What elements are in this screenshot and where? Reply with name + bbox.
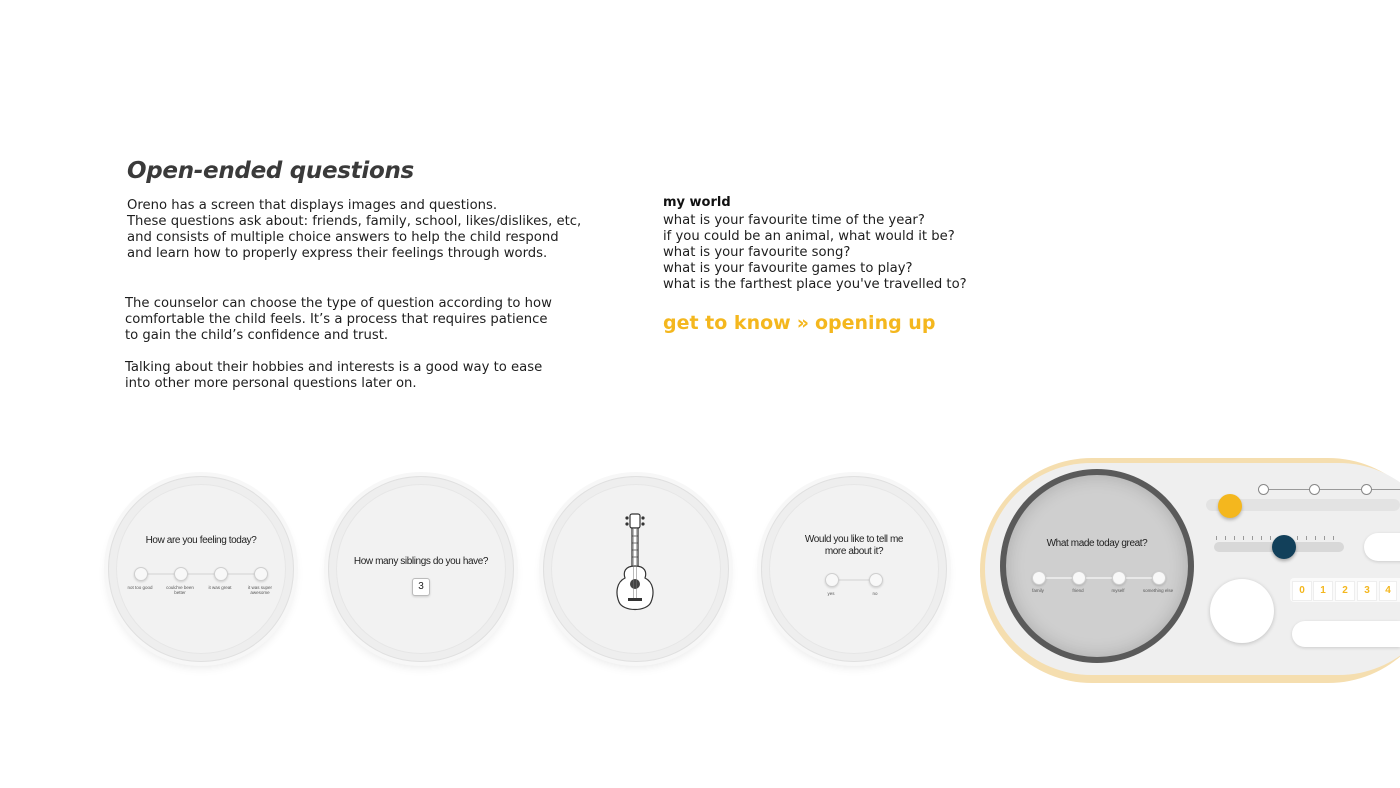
screen-question: How many siblings do you have?: [353, 556, 489, 567]
middle-slider-knob[interactable]: [1272, 535, 1296, 559]
answer-option-label: yes: [827, 591, 835, 596]
counselor-paragraph: [125, 296, 552, 344]
device-option-label: friend: [1072, 588, 1084, 593]
answer-option-knob[interactable]: [254, 567, 268, 581]
device-screen-question: What made today great?: [1046, 538, 1148, 549]
device-screen: [1006, 475, 1188, 657]
answer-option-knob[interactable]: [134, 567, 148, 581]
screen-question: How are you feeling today?: [145, 535, 257, 546]
hobbies-line: into other more personal questions later on.: [125, 376, 417, 391]
device-answer-knob[interactable]: [1152, 571, 1166, 585]
answer-option-label: no: [872, 591, 878, 596]
intro-line: and consists of multiple choice answers to help the child respond: [127, 230, 559, 245]
screen-surface: [336, 484, 506, 654]
screen-surface: [769, 484, 939, 654]
intro-line: These questions ask about: friends, family, school, likes/dislikes, etc,: [127, 214, 582, 229]
number-key[interactable]: 1: [1313, 581, 1333, 601]
step-line: [1262, 489, 1400, 490]
number-key[interactable]: 3: [1357, 581, 1377, 601]
counselor-line: The counselor can choose the type of question according to how: [125, 296, 552, 311]
device-answer-knob[interactable]: [1032, 571, 1046, 585]
answer-option-label: it was super awesome: [247, 585, 272, 595]
screen-ukulele: [543, 476, 729, 662]
sibling-count-field[interactable]: 3: [412, 578, 430, 596]
page-title: Open-ended questions: [127, 158, 414, 184]
answer-option-label: it was great: [208, 585, 232, 590]
step-node[interactable]: [1361, 484, 1372, 495]
device-answer-track: [1038, 577, 1158, 579]
counselor-line: comfortable the child feels. It’s a process that requires patience: [125, 312, 548, 327]
device-answer-knob[interactable]: [1112, 571, 1126, 585]
stage-progression: [663, 312, 935, 334]
top-slider-knob[interactable]: [1218, 494, 1242, 518]
step-node[interactable]: [1309, 484, 1320, 495]
device-option-label: myself: [1111, 588, 1125, 593]
stage-to: opening up: [814, 312, 936, 334]
answer-option-knob[interactable]: [869, 573, 883, 587]
answer-option-knob[interactable]: [825, 573, 839, 587]
answer-option-label: could’ve been better: [166, 585, 194, 595]
my-world-question: what is your favourite games to play?: [663, 261, 913, 276]
counselor-line: to gain the child’s confidence and trust.: [125, 328, 389, 343]
stage-from: get to know: [663, 312, 791, 334]
my-world-question: if you could be an animal, what would it be?: [663, 229, 955, 244]
hobbies-line: Talking about their hobbies and interests is a good way to ease: [125, 360, 543, 375]
device-answer-knob[interactable]: [1072, 571, 1086, 585]
intro-line: and learn how to properly express their feelings through words.: [127, 246, 548, 261]
screen-siblings: [328, 476, 514, 662]
answer-track: [140, 573, 262, 575]
side-button[interactable]: [1364, 533, 1400, 561]
my-world-question: what is your favourite song?: [663, 245, 851, 260]
my-world-heading: my world: [663, 195, 731, 210]
answer-option-label: not too good: [127, 585, 153, 590]
my-world-question-list: [663, 213, 967, 293]
my-world-question: what is the farthest place you've travelled to?: [663, 277, 967, 292]
device-option-label: family: [1032, 588, 1044, 593]
screen-tell-more: [761, 476, 947, 662]
dial-knob[interactable]: [1210, 579, 1274, 643]
step-node[interactable]: [1258, 484, 1269, 495]
ukulele-icon: [611, 512, 661, 616]
intro-line: Oreno has a screen that displays images and questions.: [127, 198, 498, 213]
number-key[interactable]: 4: [1379, 581, 1397, 601]
answer-option-knob[interactable]: [214, 567, 228, 581]
screen-feeling: [108, 476, 294, 662]
device-option-label: something else: [1142, 588, 1174, 593]
intro-paragraph: [127, 198, 581, 262]
answer-option-knob[interactable]: [174, 567, 188, 581]
number-key[interactable]: 2: [1335, 581, 1355, 601]
my-world-question: what is your favourite time of the year?: [663, 213, 925, 228]
double-chevron-right-icon: »: [796, 312, 809, 334]
screen-question: Would you like to tell me more about it?: [804, 534, 904, 557]
number-key[interactable]: 0: [1292, 581, 1312, 601]
hobbies-paragraph: [125, 360, 542, 392]
bottom-bar-button[interactable]: [1292, 621, 1400, 647]
